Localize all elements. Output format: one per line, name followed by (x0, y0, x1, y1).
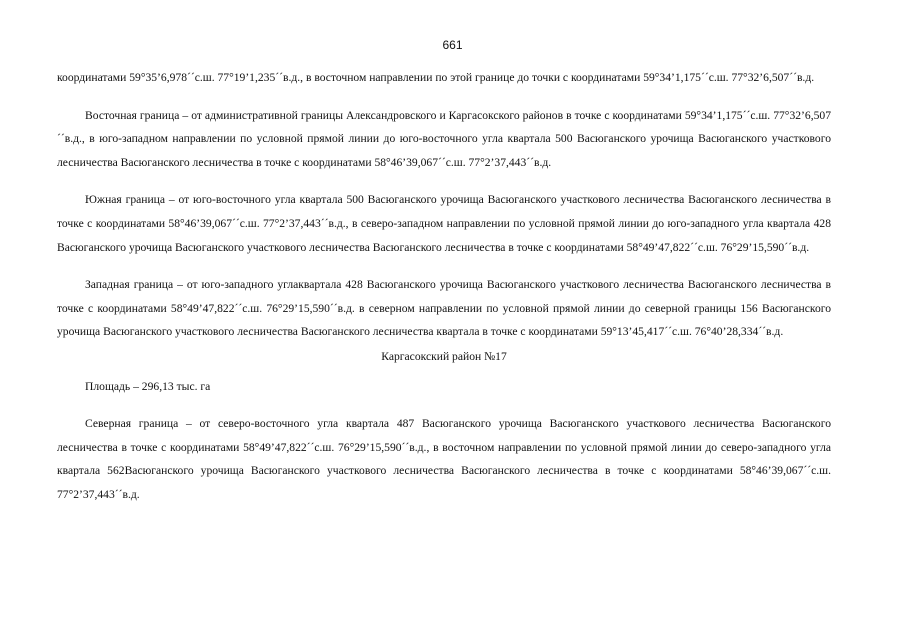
paragraph-west-border: Западная граница – от юго-западного углаквартала 428 Васюганского урочища Васюганского участкового лесничества Васюганского лесничества в точке с координатами 58°49’47,822´´с.ш. 76°29’15,590´´в.д. в северном направлении по условной прямой линии до северной границы 156 Васюганского урочища Васюганского участкового лесничества Васюганского лесничества квартала в точке с координатами 59°13’45,417´´с.ш. 76°40’28,334´´в.д. (57, 278, 831, 339)
paragraph-continuation: координатами 59°35’6,978´´с.ш. 77°19’1,235´´в.д., в восточном направлении по этой границе до точки с координатами 59°34’1,175´´с.ш. 77°32’6,507´´в.д. (57, 71, 815, 84)
paragraph-south-border: Южная граница – от юго-восточного угла квартала 500 Васюганского урочища Васюганского участкового лесничества Васюганского лесничества в точке с координатами 58°46’39,067´´с.ш. 77°2’37,443´´в.д., в северо-западном направлении по условной прямой линии до юго-западного угла квартала 428 Васюганского урочища Васюганского участкового лесничества Васюганского лесничества в точке с координатами 58°49’47,822´´с.ш. 76°29’15,590´´в.д. (57, 193, 831, 254)
paragraph-east-border: Восточная граница – от административной границы Александровского и Каргасокского районов в точке с координатами 59°34’1,175´´с.ш. 77°32’6,507´´в.д., в юго-западном направлении по условной прямой линии до юго-восточного угла квартала 500 Васюганского урочища Васюганского участкового лесничества Васюганского лесничества в точке с координатами 58°46’39,067´´с.ш. 77°2’37,443´´в.д. (57, 108, 831, 169)
paragraph-area: Площадь – 296,13 тыс. га (85, 379, 211, 393)
paragraph-north-border: Северная граница – от северо-восточного угла квартала 487 Васюганского урочища Васюганского участкового лесничества Васюганского лесничества в точке с координатами 58°49’47,822´´с.ш. 76°29’15,590´´в.д., в восточном направлении по условной прямой линии до северо-западного угла квартала 562Васюганского урочища Васюганского участкового лесничества Васюганского лесничества в точке с координатами 58°46’39,067´´с.ш. 77°2’37,443´´в.д. (57, 417, 831, 501)
document-body (57, 66, 831, 507)
section-heading: Каргасокский район №17 (381, 349, 507, 363)
page-number: 661 (442, 38, 463, 52)
